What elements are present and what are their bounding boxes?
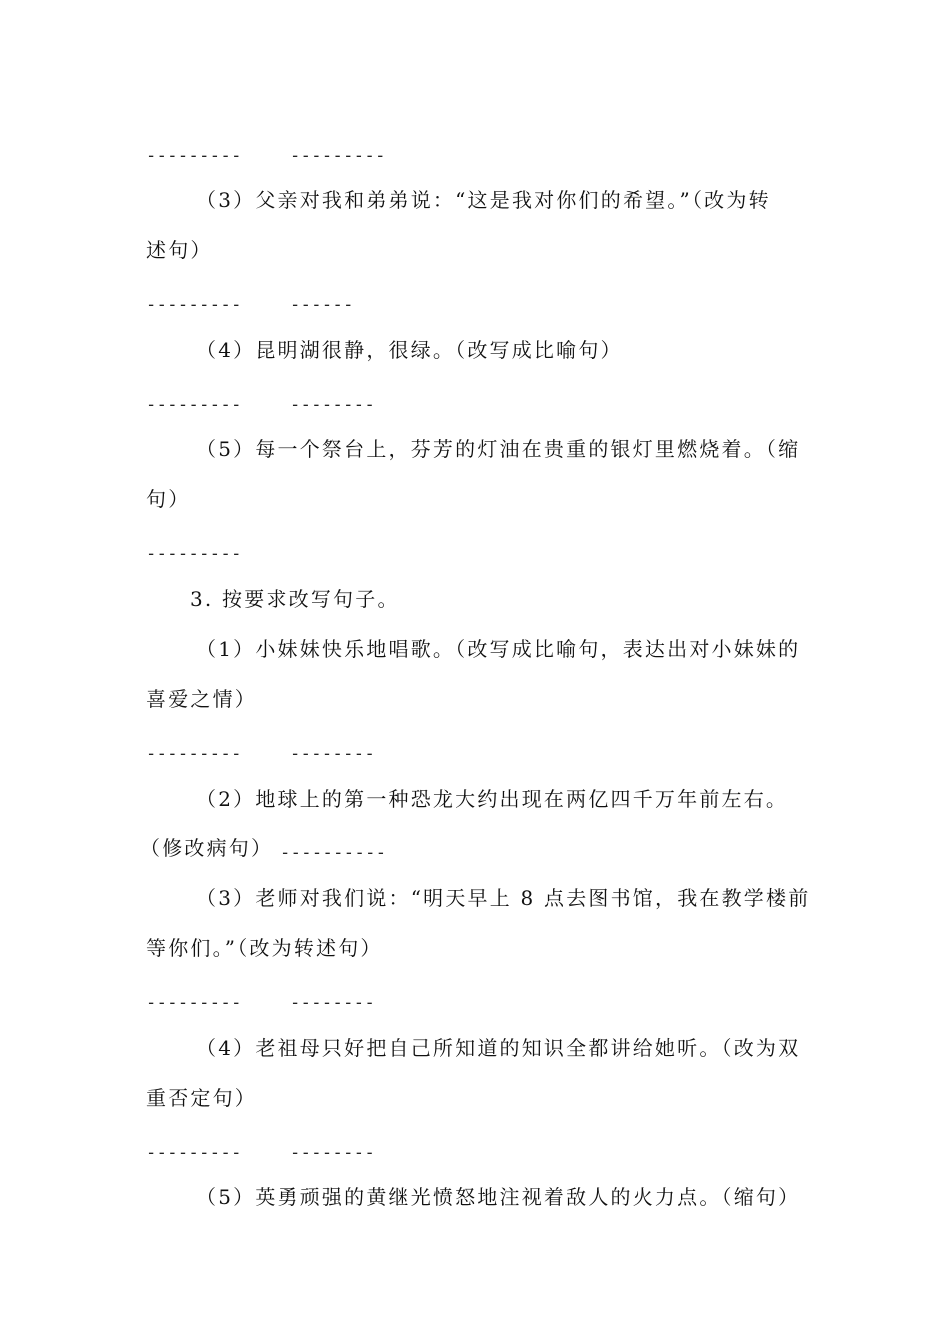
question-3-4-line-2: 重否定句）	[146, 1086, 257, 1110]
answer-blank: ---------	[146, 295, 242, 315]
answer-blank: ---------	[146, 395, 242, 415]
question-2-5-line-1: （5）每一个祭台上，芬芳的灯油在贵重的银灯里燃烧着。（缩	[196, 437, 801, 461]
question-2-5-line-2: 句）	[146, 487, 191, 511]
answer-blank: ---------	[146, 544, 242, 564]
answer-blank: ---------	[146, 1143, 242, 1163]
question-3-5: （5）英勇顽强的黄继光愤怒地注视着敌人的火力点。（缩句）	[196, 1185, 801, 1209]
question-3-3-line-2: 等你们。”（改为转述句）	[146, 936, 383, 960]
question-3-1-line-1: （1）小妹妹快乐地唱歌。（改写成比喻句，表达出对小妹妹的	[196, 637, 801, 661]
question-2-3-line-2: 述句）	[146, 238, 213, 262]
answer-blank: ---------	[146, 993, 242, 1013]
question-3-4-line-1: （4）老祖母只好把自己所知道的知识全都讲给她听。（改为双	[196, 1036, 801, 1060]
question-3-2-line-1: （2）地球上的第一种恐龙大约出现在两亿四千万年前左右。	[196, 787, 789, 811]
answer-blank: ----------	[280, 843, 387, 863]
question-3-3-line-1: （3）老师对我们说：“明天早上 8 点去图书馆，我在教学楼前	[196, 886, 811, 910]
question-2-3-line-1: （3）父亲对我和弟弟说：“这是我对你们的希望。”（改为转	[196, 188, 771, 212]
question-2-4: （4）昆明湖很静，很绿。（改写成比喻句）	[196, 338, 623, 362]
question-3-2-line-2: （修改病句）	[140, 836, 274, 860]
answer-blank: ---------	[146, 744, 242, 764]
answer-blank: ------	[290, 295, 354, 315]
answer-blank: ---------	[290, 146, 386, 166]
answer-blank: --------	[290, 993, 376, 1013]
answer-blank: --------	[290, 744, 376, 764]
answer-blank: --------	[290, 1143, 376, 1163]
section-3-heading: 3. 按要求改写句子。	[190, 587, 400, 611]
answer-blank: ---------	[146, 146, 242, 166]
question-3-1-line-2: 喜爱之情）	[146, 687, 257, 711]
answer-blank: --------	[290, 395, 376, 415]
